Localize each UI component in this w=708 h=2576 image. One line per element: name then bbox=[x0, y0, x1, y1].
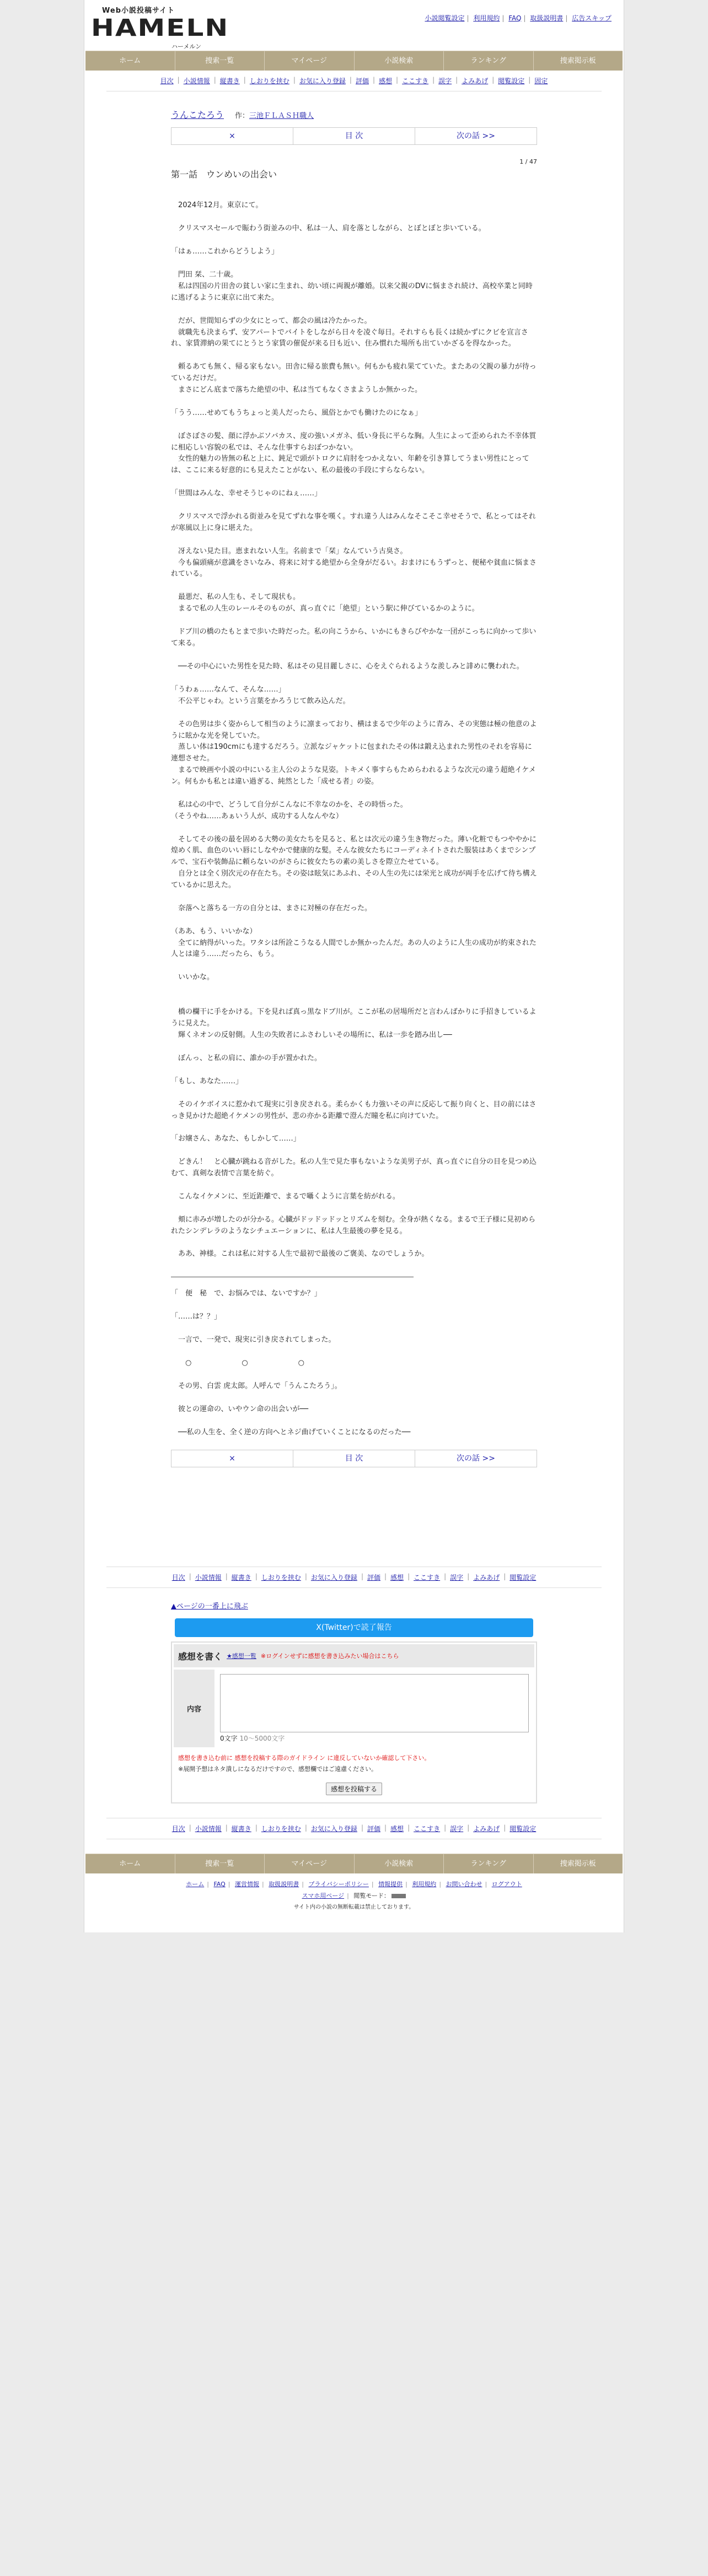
body-line bbox=[171, 1145, 537, 1157]
nav-ranking[interactable]: ランキング bbox=[444, 51, 534, 71]
novel-subnav-footer: 目次 | 小説情報 | 縦書き | しおりを挟む | お気に入り登録 | 評価 | 感想 | ここすき | 誤字 | よみあげ | 閲覧設定 bbox=[106, 1818, 602, 1839]
footer-operation[interactable]: 運営情報 bbox=[234, 1881, 259, 1888]
body-line: どきん！ と心臓が跳ねる音がした。私の人生で見た事もないような美男子が、真っ直ぐに自分の目を見つめ込むて、真剣な表情で言葉を紡ぐ。 bbox=[171, 1158, 537, 1178]
body-line bbox=[171, 419, 537, 431]
body-line: 「世間はみんな、幸せそうじゃのにねぇ……」 bbox=[171, 489, 322, 498]
review-form bbox=[171, 1641, 537, 1803]
footer-copyright: サイト内の小説の無断転載は禁止しております。 bbox=[293, 1904, 415, 1910]
body-line: 「 便 秘 で、お悩みでは、ないですか？」 bbox=[171, 1289, 321, 1298]
body-line bbox=[171, 1203, 537, 1214]
body-line: 女性的魅力の皆無の私と上に、鈍足で頭がトロクに肩肘をつかえない、年齢を引き算してうまい男性にとっては、ここに来る好意的にも見えたことがない、私の最後の手段にすらならない。 bbox=[171, 455, 529, 475]
body-line: クリスマスで浮かれる街並みを見てずれな事を嘆く。すれ違う人はみんなそこそこ幸せそうで、私とってはそれが寒風以上に身に堪えた。 bbox=[171, 512, 536, 532]
footer-contact[interactable]: お問い合わせ bbox=[446, 1881, 482, 1888]
body-line bbox=[171, 500, 537, 511]
body-line bbox=[171, 258, 537, 269]
body-line: 蒸しい体は190cmにも達するだろう。立派なジャケットに包まれたその体は鍛え込まれた男性のそれを容易に連想させた。 bbox=[171, 743, 532, 763]
body-line: 「お嬢さん、あなた、もしかして……」 bbox=[171, 1135, 301, 1143]
subnav-vertical[interactable]: 縦書き bbox=[231, 1574, 251, 1582]
nav-search-list[interactable]: 捜索一覧 bbox=[175, 51, 265, 71]
main-nav bbox=[85, 51, 623, 71]
subnav-typo[interactable]: 誤字 bbox=[450, 1825, 464, 1833]
prev-episode-button-bottom[interactable]: × bbox=[171, 1450, 293, 1467]
nav-home[interactable]: ホーム bbox=[85, 1854, 175, 1873]
body-line bbox=[171, 1180, 537, 1191]
logo-text: HAMELN bbox=[91, 14, 229, 42]
body-line bbox=[171, 708, 537, 719]
footer-mode-label: 閲覧モード： bbox=[353, 1892, 390, 1899]
body-line bbox=[171, 1088, 537, 1099]
review-submit-button[interactable]: 感想を投稿する bbox=[326, 1783, 382, 1795]
body-line bbox=[171, 615, 537, 627]
subnav-rate[interactable]: 評価 bbox=[367, 1825, 380, 1833]
toplink-faq[interactable]: FAQ bbox=[508, 14, 522, 22]
review-title: 感想を書く bbox=[178, 1651, 223, 1662]
body-line: ──その中心にいた男性を見た時、私はその見目麗しさに、心をえぐられるような羨しみと誹めに襲われた。 bbox=[171, 662, 524, 671]
body-line: ぼさぼさの髪、顔に浮かぶソバカス、度の強いメガネ、低い身長に平らな胸。人生によって歪められた不幸体質に相応しい容貌の私では、そんな仕事すらおぼつかない。 bbox=[171, 431, 537, 452]
x-share-button[interactable]: X(Twitter)で読了報告 bbox=[175, 1618, 533, 1637]
footer-faq[interactable]: FAQ bbox=[213, 1881, 226, 1888]
subnav-vertical[interactable]: 縦書き bbox=[219, 77, 240, 85]
page bbox=[84, 0, 624, 1932]
episode-title: 第一話 ウンめいの出会い bbox=[171, 169, 277, 180]
subnav-favorite[interactable]: お気に入り登録 bbox=[310, 1574, 357, 1582]
nav-board[interactable]: 捜索掲示板 bbox=[560, 1860, 596, 1868]
review-login-warning[interactable]: ※ログインせずに感想を書き込みたい場合はこちら bbox=[260, 1652, 399, 1660]
body-line: 全てに納得がいった。ワタシは所詮こうなる人間でしか無かったんだ。あの人のように人生の成功が約束された人とは違う……だったら、もう。 bbox=[171, 938, 537, 959]
review-spoiler-note: ※展開予想はネタ潰しになるだけですので、感想欄ではご遠慮ください。 bbox=[178, 1765, 377, 1773]
review-content-row bbox=[174, 1670, 534, 1747]
body-line: 頬に赤みが増したのが分かる。心臓がドッドッドッとリズムを刻む。全身が熱くなる。まるで王子様に見初められたシンデレラのようなシチュエーションに、私は人生最後の夢を見る。 bbox=[171, 1215, 536, 1235]
footer-terms[interactable]: 利用規約 bbox=[412, 1881, 437, 1888]
toplink-reading-settings[interactable]: 小説閲覧設定 bbox=[425, 14, 465, 22]
subnav-info[interactable]: 小説情報 bbox=[195, 1574, 222, 1582]
subnav-view-settings[interactable]: 閲覧設定 bbox=[509, 1574, 537, 1582]
next-episode-button[interactable]: 次の話 >> bbox=[457, 132, 495, 141]
subnav-typo[interactable]: 誤字 bbox=[450, 1574, 464, 1582]
body-line: 「……は？？」 bbox=[171, 1313, 222, 1321]
body-line bbox=[171, 350, 537, 361]
subnav-review[interactable]: 感想 bbox=[390, 1574, 404, 1582]
body-line: 彼との運命の、いやウン命の出会いが── bbox=[171, 1405, 309, 1414]
body-line: 「もし、あなた……」 bbox=[171, 1077, 243, 1086]
novel-area bbox=[171, 108, 537, 1467]
body-line bbox=[171, 823, 537, 834]
novel-subnav-bottom: 目次 | 小説情報 | 縦書き | しおりを挟む | お気に入り登録 | 評価 | 感想 | ここすき | 誤字 | よみあげ | 閲覧設定 bbox=[106, 1567, 602, 1588]
logo-tagline: Web小説投稿サイト bbox=[102, 7, 175, 15]
episode-count: 1 / 47 bbox=[519, 158, 537, 165]
author-link[interactable]: 三池ＦＬＡＳＨ職人 bbox=[249, 112, 314, 120]
footer-manual[interactable]: 取扱説明書 bbox=[269, 1881, 299, 1888]
back-to-top-link[interactable]: ▲ページの一番上に飛ぶ bbox=[171, 1602, 248, 1611]
subnav-toc[interactable]: 目次 bbox=[171, 1574, 185, 1582]
body-line bbox=[171, 1041, 537, 1053]
body-line bbox=[171, 477, 537, 488]
body-line: 「はぁ……これからどうしよう」 bbox=[171, 247, 279, 256]
novel-heading bbox=[171, 108, 537, 121]
nav-board[interactable]: 捜索掲示板 bbox=[560, 57, 596, 65]
footer-mode: スマホ用ページ | 閲覧モード： bbox=[84, 1891, 624, 1902]
subnav-review[interactable]: 感想 bbox=[390, 1825, 404, 1833]
body-line: まるで映画や小説の中にいる主人公のような見姿。トキメく事すらもためらわれるような次元の違う超絶イケメン。何もかも私とは違い過ぎる、純然とした「成せる者」の姿。 bbox=[171, 765, 536, 786]
body-line: 橋の欄干に手をかける。下を見れば真っ黒なドブ川が。ここが私の居場所だと言わんばかりに手招きしているように見えた。 bbox=[171, 1008, 537, 1028]
subnav-info[interactable]: 小説情報 bbox=[183, 77, 210, 85]
author-label: 作： bbox=[235, 112, 250, 120]
subnav-readaloud[interactable]: よみあげ bbox=[473, 1825, 500, 1833]
nav-search-list[interactable]: 捜索一覧 bbox=[175, 1854, 265, 1873]
pager-top bbox=[171, 127, 537, 145]
body-line: （ああ、もう、いいかな） bbox=[171, 927, 257, 936]
body-line: 不公平じゃわ。という言葉をかろうじて飲み込んだ。 bbox=[171, 696, 350, 705]
subnav-view-settings[interactable]: 閲覧設定 bbox=[509, 1825, 537, 1833]
subnav-typo[interactable]: 誤字 bbox=[438, 77, 452, 85]
body-line bbox=[171, 892, 537, 903]
body-line: 頼るあても無く、帰る家もない。田舎に帰る旅費も無い。何もかも疲れ果てていた。またあの父親の暴力が待っているだけだ。 bbox=[171, 363, 537, 382]
body-line: 門田 栞、二十歳。 bbox=[171, 271, 238, 279]
nav-novel-search[interactable]: 小説検索 bbox=[355, 51, 444, 71]
body-line: そしてその後の最を固める大勢の美女たちを見ると、私とは次元の違う生き物だった。薄い化粧でもつややかに煌めく肌、血色のいい唇にしなやかで健康的な髪。そんな彼女たちにコーディネイトされた服装はあくまでシンプルで、宝石や装飾品に頼らないのがさらに彼女たちの素の美しさを際立たせている。 bbox=[171, 835, 537, 867]
subnav-likes[interactable]: ここすき bbox=[402, 77, 429, 85]
body-line: 「うう……せめてもうちょっと美人だったら、風俗とかでも働けたのになぁ」 bbox=[171, 408, 422, 417]
review-list-link[interactable]: ★感想一覧 bbox=[227, 1652, 256, 1660]
subnav-info[interactable]: 小説情報 bbox=[195, 1825, 222, 1833]
body-line: ぼんっ、と私の肩に、誰かの手が置かれた。 bbox=[171, 1054, 322, 1062]
novel-subnav: 目次 | 小説情報 | 縦書き | しおりを挟む | お気に入り登録 | 評価 | 感想 | ここすき | 誤字 | よみあげ | 閲覧設定 | 固定 bbox=[106, 71, 602, 91]
mode-toggle[interactable] bbox=[391, 1894, 406, 1898]
body-line: だが、世間知らずの少女にとって、都会の風は冷たかった。 bbox=[171, 316, 372, 325]
body-line: その男、白雲 虎太郎。人呼んで「うんこたろう」。 bbox=[171, 1382, 342, 1391]
review-header bbox=[174, 1644, 534, 1667]
body-line: 就職先も決まらず、安アパートでバイトをしながら日々を凌ぐ毎日。それすらも長くは続かずにクビを宣言され、家賃滞納の果てにとうとう家賃の催促が来る日も近い、住み慣れた場所も出ていかざるを得なかった。 bbox=[171, 328, 528, 348]
novel-title[interactable]: うんこたろう bbox=[171, 110, 224, 120]
prev-episode-button[interactable]: × bbox=[171, 128, 293, 144]
review-char-count bbox=[220, 1733, 529, 1743]
pager-bottom bbox=[171, 1450, 537, 1467]
body-line bbox=[171, 1392, 537, 1404]
body-line bbox=[171, 534, 537, 546]
subnav-vertical[interactable]: 縦書き bbox=[231, 1825, 251, 1833]
body-line: こんなイケメンに、至近距離で、まるで囁くように言葉を紡がれる。 bbox=[171, 1192, 400, 1201]
body-line bbox=[171, 1237, 537, 1249]
episode-body bbox=[171, 200, 537, 1007]
body-line bbox=[171, 396, 537, 408]
review-textarea[interactable] bbox=[220, 1674, 529, 1732]
subnav-bookmark[interactable]: しおりを挟む bbox=[261, 1825, 301, 1833]
body-line: 私は四国の片田舎の貧しい家に生まれ、幼い頃に両親が離婚。以来父親のDVに悩まされ続け、高校卒業と同時に逃げるように東京に出て来た。 bbox=[171, 282, 533, 302]
body-line bbox=[171, 235, 537, 246]
body-line bbox=[171, 788, 537, 800]
body-line bbox=[171, 915, 537, 926]
body-line: まるで私の人生のレールそのものが、真っ直ぐに「絶望」という駅に伸びているかのように。 bbox=[171, 604, 479, 613]
toplink-manual[interactable]: 取扱説明書 bbox=[530, 14, 564, 22]
site-logo[interactable] bbox=[89, 2, 229, 50]
body-line bbox=[171, 984, 537, 995]
body-line: クリスマスセールで賑わう街並みの中、私は一人、肩を落としながら、とぼとぼと歩いている。 bbox=[171, 224, 486, 233]
nav-mypage[interactable]: マイページ bbox=[265, 51, 355, 71]
top-links: 小説閲覧設定 | 利用規約 | FAQ | 取扱説明書 | 広告スキップ bbox=[425, 14, 612, 22]
body-line: ドブ川の橋のたもとまで歩いた時だった。私の向こうから、いかにもきらびやかな一団がこっちに向かって歩いて来る。 bbox=[171, 628, 537, 647]
body-line: いいかな。 bbox=[171, 973, 214, 982]
footer-links: ホーム | FAQ | 運営情報 | 取扱説明書 | プライバシーポリシー | 情報提供 | 利用規約 | お問い合わせ | ログアウト bbox=[186, 1881, 522, 1888]
body-line: ──私の人生を、全く逆の方向へとネジ曲げていくことになるのだった── bbox=[171, 1428, 411, 1437]
body-line bbox=[171, 1323, 537, 1335]
body-line: 最悪だ、私の人生も、そして現状も。 bbox=[171, 593, 301, 602]
subnav-readaloud[interactable]: よみあげ bbox=[473, 1574, 500, 1582]
subnav-likes[interactable]: ここすき bbox=[414, 1574, 441, 1582]
subnav-view-settings[interactable]: 閲覧設定 bbox=[498, 77, 525, 85]
body-line bbox=[171, 650, 537, 661]
toplink-terms[interactable]: 利用規約 bbox=[473, 14, 500, 22]
subnav-bookmark[interactable]: しおりを挟む bbox=[261, 1574, 301, 1582]
nav-ranking[interactable]: ランキング bbox=[444, 1854, 534, 1873]
subnav-likes[interactable]: ここすき bbox=[414, 1825, 441, 1833]
body-line bbox=[171, 580, 537, 592]
body-line: （そうやね……あぁいう人が、成功する人なんやな） bbox=[171, 812, 343, 820]
subnav-rate[interactable]: 評価 bbox=[367, 1574, 380, 1582]
body-line: 冴えない見た目。恵まれない人生。名前まで「栞」なんていう古臭さ。 bbox=[171, 547, 407, 555]
body-line bbox=[171, 212, 537, 223]
body-line bbox=[171, 1122, 537, 1133]
subnav-review[interactable]: 感想 bbox=[379, 77, 393, 85]
subnav-favorite[interactable]: お気に入り登録 bbox=[299, 77, 346, 85]
footer-logout[interactable]: ログアウト bbox=[491, 1881, 522, 1888]
body-line: その色男は歩く姿からして相当のように凛まっており、横はまるで少年のように青み、その実態は極の他意のように眩かな光を発していた。 bbox=[171, 720, 537, 740]
body-line: 輝くネオンの反射側。人生の失敗者にふさわしいその場所に、私は一歩を踏み出し── bbox=[171, 1030, 452, 1039]
subnav-bookmark[interactable]: しおりを挟む bbox=[249, 77, 289, 85]
review-content-label: 内容 bbox=[174, 1670, 214, 1747]
body-line bbox=[171, 1065, 537, 1076]
toc-button[interactable]: 目 次 bbox=[293, 128, 415, 144]
nav-mypage[interactable]: マイページ bbox=[265, 1854, 355, 1873]
body-line bbox=[171, 960, 537, 972]
review-submit-wrap bbox=[174, 1780, 534, 1801]
review-notes bbox=[174, 1747, 534, 1780]
body-line: そのイケボイスに惹かれて現実に引き戻される。柔らかくも力強いその声に反応して振り向くと、目の前にはさっき見かけた超絶イケメンの男性が、悲の亦かる距離で澄んだ瞳を私に向けていた。 bbox=[171, 1100, 537, 1120]
review-range: 10～5000文字 bbox=[239, 1735, 285, 1743]
next-episode-button-bottom[interactable]: 次の話 >> bbox=[457, 1454, 495, 1463]
review-count: 0文字 bbox=[220, 1735, 238, 1743]
body-line: まさにどん底まで落ちた絶望の中、私は当てもなくさまようしか無かった。 bbox=[171, 385, 422, 394]
review-guideline-note[interactable]: 感想を書き込む前に 感想を投稿する際のガイドライン に違反していないか確認して下さい。 bbox=[178, 1754, 431, 1762]
body-line: 今も偏頭痛が意識をさいなみ、将来に対する絶望から全身がだるい。おまけにもうずっと、便秘や貧血に悩まされている。 bbox=[171, 558, 537, 579]
body-line: 一言で、一発で、現実に引き戻されてしまった。 bbox=[171, 1336, 336, 1344]
nav-novel-search[interactable]: 小説検索 bbox=[355, 1854, 444, 1873]
review-field bbox=[214, 1670, 534, 1747]
body-line: 2024年12月。東京にて。 bbox=[171, 201, 263, 209]
body-line bbox=[171, 673, 537, 684]
back-to-top-wrap bbox=[171, 1600, 537, 1611]
subnav-rate[interactable]: 評価 bbox=[355, 77, 369, 85]
main-nav-footer bbox=[85, 1854, 623, 1873]
toc-button-bottom[interactable]: 目 次 bbox=[293, 1450, 415, 1467]
subnav-pin[interactable]: 固定 bbox=[534, 77, 548, 85]
nav-home[interactable]: ホーム bbox=[85, 51, 175, 71]
body-line: 「うわぁ……なんて、そんな……」 bbox=[171, 685, 286, 694]
body-line bbox=[171, 995, 537, 1007]
body-line bbox=[171, 1416, 537, 1427]
body-line: 私は心の中で、どうして自分がこんなに不幸なのかを、その時悟った。 bbox=[171, 800, 407, 809]
body-line bbox=[171, 1369, 537, 1381]
footer-info[interactable]: 情報提供 bbox=[378, 1881, 403, 1888]
subnav-toc[interactable]: 目次 bbox=[171, 1825, 185, 1833]
body-line: 自分とは全く別次元の存在たち。その姿は眩気にあふれ、その人生の先には栄光と成功が両手を広げて待ち構えているかに思えた。 bbox=[171, 869, 537, 889]
subnav-toc[interactable]: 目次 bbox=[160, 77, 174, 85]
footer-mobile-link[interactable]: スマホ用ページ bbox=[302, 1892, 345, 1899]
body-line: ああ、神様。これは私に対する人生で最初で最後のご褒美、なのでしょうか。 bbox=[171, 1250, 429, 1259]
body-line: ○ ○ ○ bbox=[171, 1359, 305, 1368]
episode-body-ending bbox=[171, 1288, 537, 1439]
body-line: 奈落へと落ちる一方の自分とは、まさに対極の存在だった。 bbox=[171, 904, 372, 912]
toplink-ad-skip[interactable]: 広告スキップ bbox=[572, 14, 612, 22]
author-line bbox=[235, 110, 314, 120]
subnav-readaloud[interactable]: よみあげ bbox=[462, 77, 489, 85]
site-footer bbox=[84, 1879, 624, 1913]
footer-privacy[interactable]: プライバシーポリシー bbox=[308, 1881, 369, 1888]
subnav-favorite[interactable]: お気に入り登録 bbox=[310, 1825, 357, 1833]
episode-body-continued bbox=[171, 1007, 537, 1260]
footer-home[interactable]: ホーム bbox=[186, 1881, 205, 1888]
body-line bbox=[171, 304, 537, 316]
logo-kana: ハーメルン bbox=[171, 43, 202, 50]
site-header bbox=[84, 0, 624, 51]
body-line bbox=[171, 1346, 537, 1358]
body-line bbox=[171, 1300, 537, 1311]
